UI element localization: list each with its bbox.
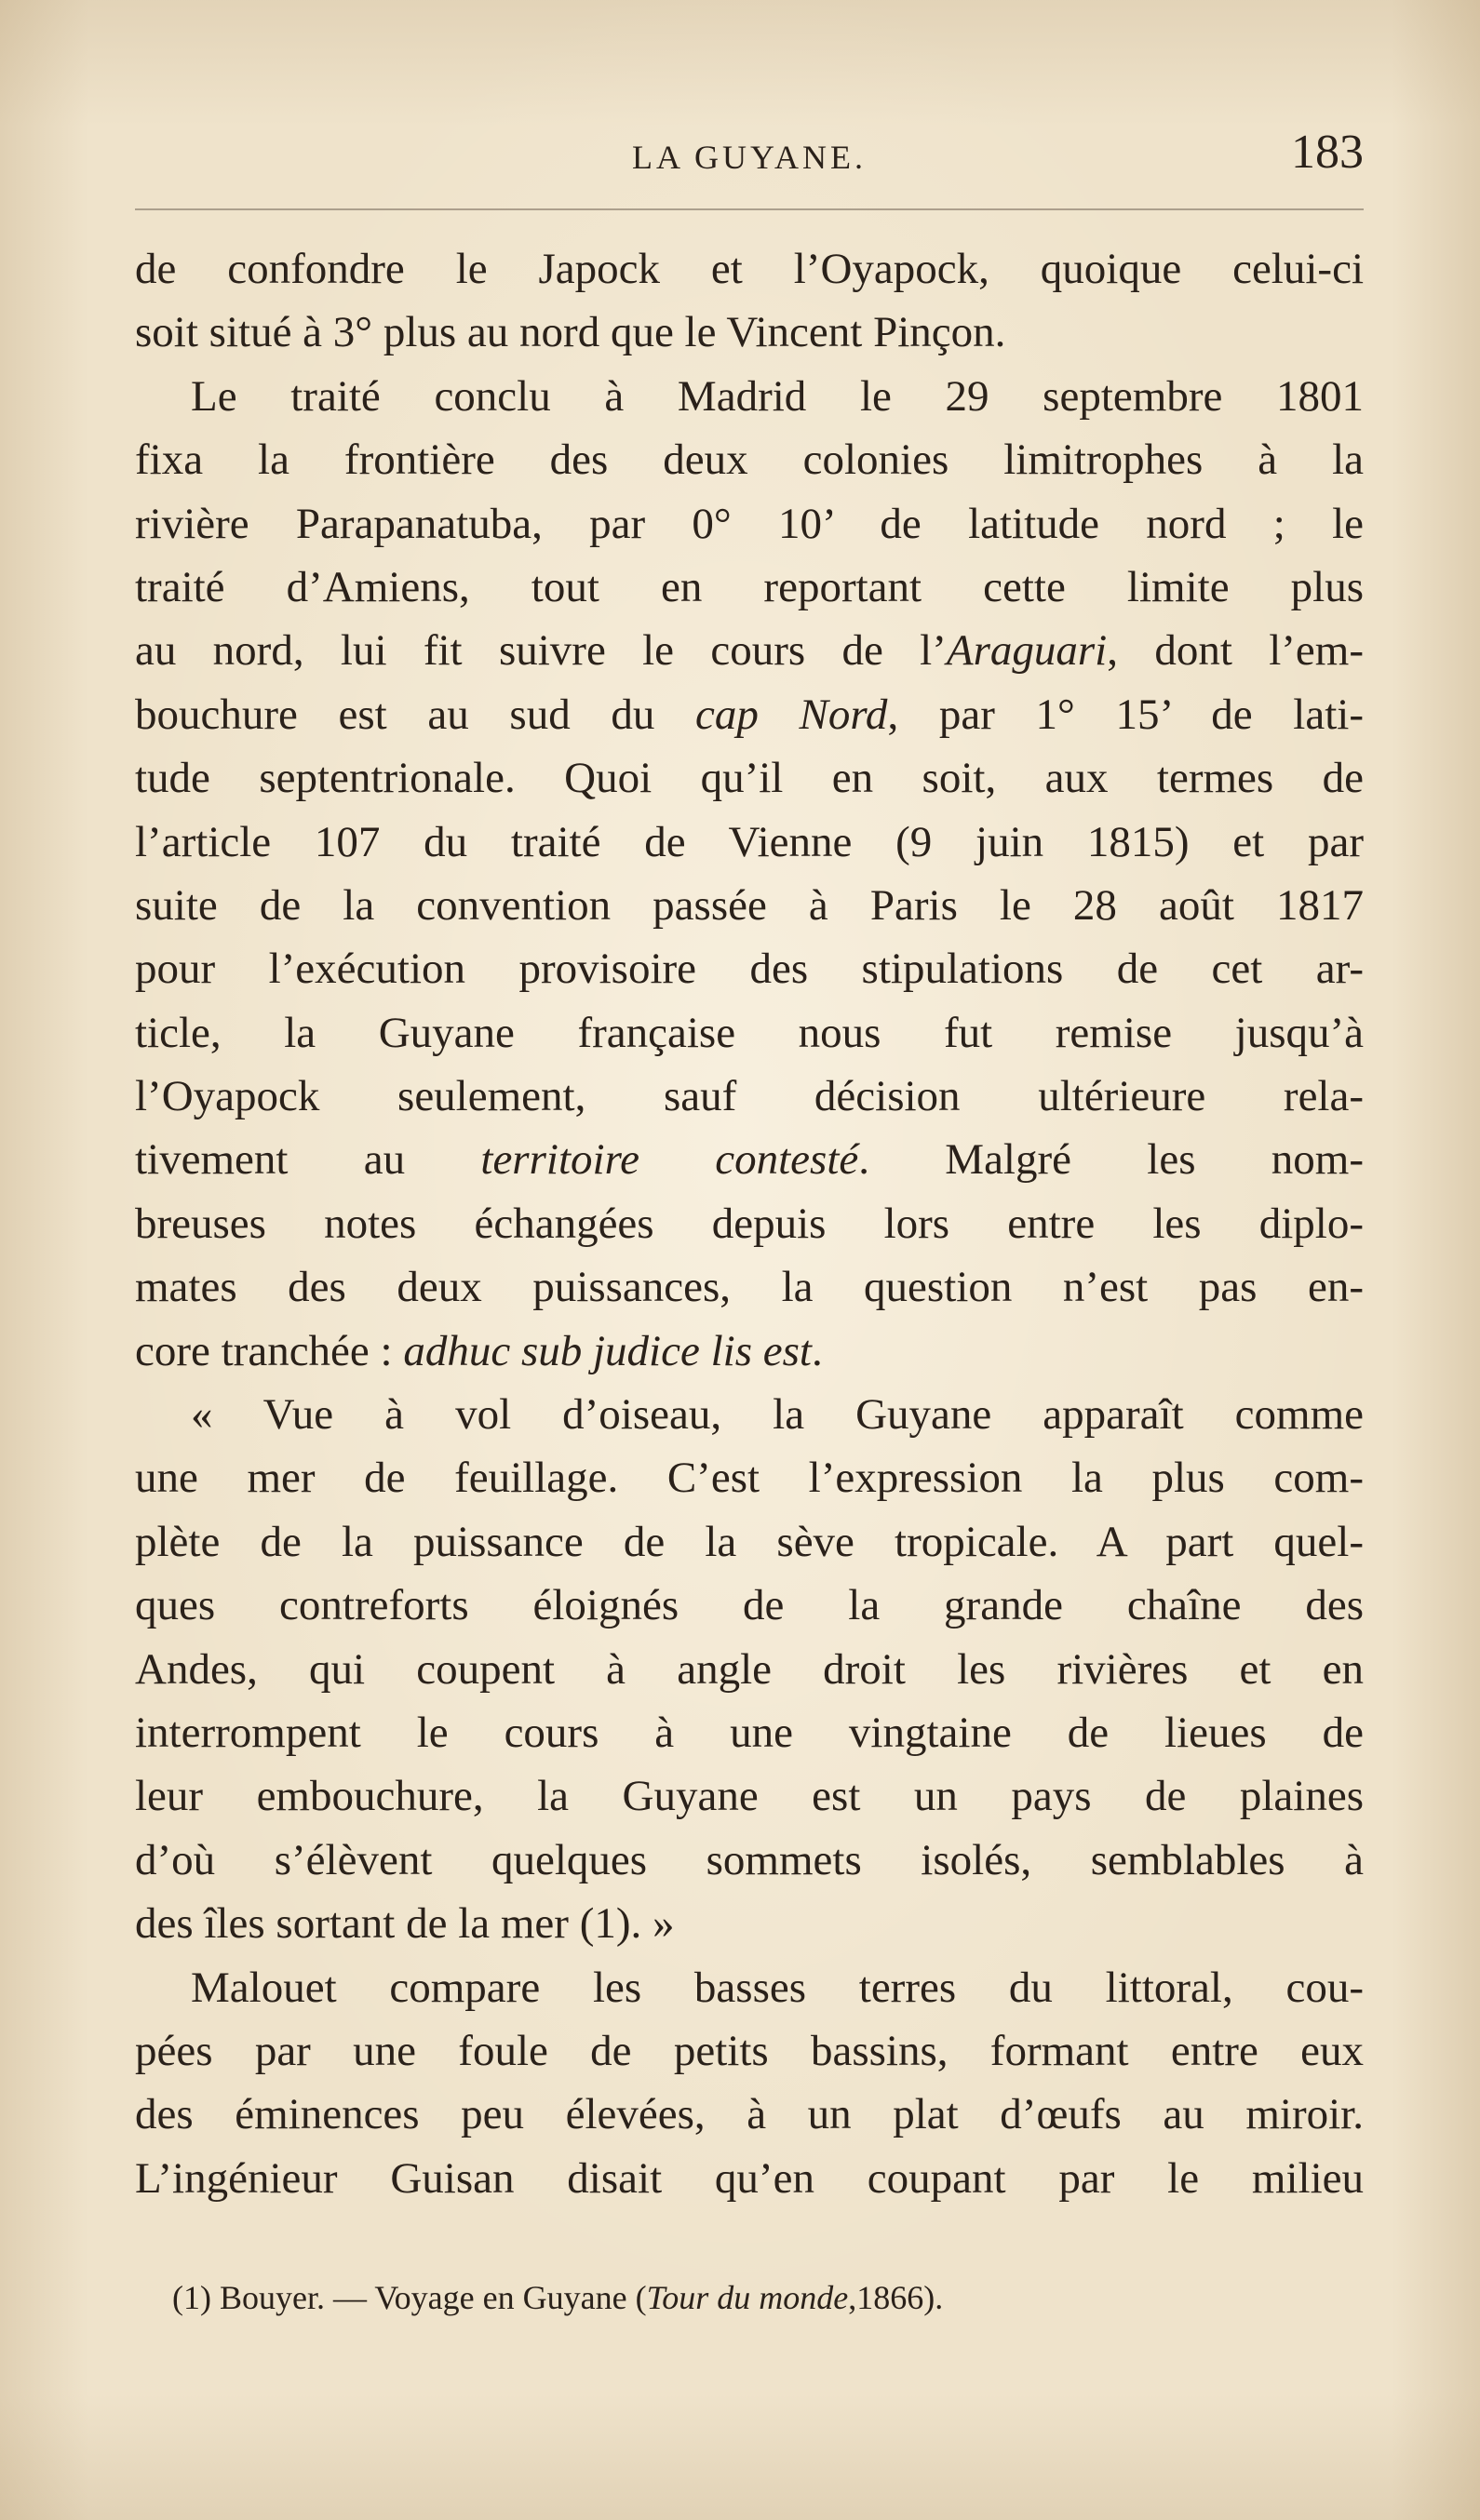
text-line: Andes, qui coupent à angle droit les rivières et en <box>135 1644 1364 1694</box>
text-line: une mer de feuillage. C’est l’expression la plus com- <box>135 1454 1364 1503</box>
text-line: leur embouchure, la Guyane est un pays de plaines <box>135 1772 1364 1821</box>
text-line: L’ingénieur Guisan disait qu’en coupant par le milieu <box>135 2153 1364 2203</box>
running-title: LA GUYANE. <box>632 139 867 176</box>
text-line: breuses notes échangées depuis lors entre les diplo- <box>135 1199 1364 1248</box>
text-line: « Vue à vol d’oiseau, la Guyane apparaît comme <box>191 1390 1364 1440</box>
text-line: l’article 107 du traité de Vienne (9 juin 1815) et par <box>135 817 1364 866</box>
text-line: suite de la convention passée à Paris le 28 août 1817 <box>135 880 1364 930</box>
text-line: traité d’Amiens, tout en reportant cette limite plus <box>135 562 1364 611</box>
text-segment: . <box>811 1326 823 1375</box>
text-segment: . Malgré les nom- <box>858 1135 1364 1185</box>
page-header <box>135 121 1364 195</box>
text-line: interrompent le cours à une vingtaine de lieues de <box>135 1708 1364 1757</box>
text-segment: core tranchée : <box>135 1326 404 1375</box>
text-line: mates des deux puissances, la question n’est pas en- <box>135 1263 1364 1312</box>
text-line: Malouet compare les basses terres du littoral, cou- <box>191 1963 1364 2012</box>
text-line <box>135 1320 1364 1383</box>
text-line: tude septentrionale. Quoi qu’il en soit, aux termes de <box>135 754 1364 803</box>
text-segment: bouchure est au sud du <box>135 690 696 739</box>
text-line: Le traité conclu à Madrid le 29 septembre 1801 <box>191 371 1364 421</box>
text-segment: au nord, lui fit suivre le cours de l’ <box>135 626 947 676</box>
text-line: rivière Parapanatuba, par 0° 10’ de latitude nord ; le <box>135 499 1364 548</box>
text-segment: tivement au <box>135 1135 481 1185</box>
footnote-italic-title: Tour du monde <box>646 2279 849 2316</box>
italic-place-name: cap Nord <box>695 690 888 739</box>
page-number: 183 <box>1291 126 1364 179</box>
text-line: des éminences peu élevées, à un plat d’œufs au miroir. <box>135 2090 1364 2139</box>
text-segment: , dont l’em- <box>1107 626 1364 676</box>
text-line: plète de la puissance de la sève tropicale. A part quel- <box>135 1517 1364 1566</box>
text-line: fixa la frontière des deux colonies limitrophes à la <box>135 436 1364 485</box>
text-line: soit situé à 3° plus au nord que le Vincent Pinçon. <box>135 308 1006 357</box>
text-line <box>135 619 1364 682</box>
text-line: pour l’exécution provisoire des stipulations de cet ar- <box>135 945 1364 994</box>
footnote <box>172 2278 1345 2317</box>
text-line: d’où s’élèvent quelques sommets isolés, semblables à <box>135 1835 1364 1884</box>
body-text <box>135 237 1364 2210</box>
text-line: de confondre le Japock et l’Oyapock, quoique celui-ci <box>135 245 1364 293</box>
italic-place-name: Araguari <box>946 626 1108 676</box>
text-line: ticle, la Guyane française nous fut remise jusqu’à <box>135 1008 1364 1057</box>
latin-phrase: adhuc sub judice lis est <box>403 1326 812 1375</box>
text-segment: , par 1° 15’ de lati- <box>887 690 1364 739</box>
text-line: des îles sortant de la mer (1). » <box>135 1899 675 1949</box>
italic-phrase: territoire contesté <box>480 1135 859 1185</box>
footnote-text: ,1866). <box>848 2279 944 2316</box>
text-line: ques contreforts éloignés de la grande chaîne des <box>135 1581 1364 1630</box>
header-rule <box>135 208 1364 210</box>
footnote-text: (1) Bouyer. — Voyage en Guyane ( <box>172 2279 647 2316</box>
text-line: pées par une foule de petits bassins, formant entre eux <box>135 2026 1364 2075</box>
text-line <box>135 1128 1364 1191</box>
text-line <box>135 683 1364 746</box>
text-line: l’Oyapock seulement, sauf décision ultérieure rela- <box>135 1072 1364 1121</box>
